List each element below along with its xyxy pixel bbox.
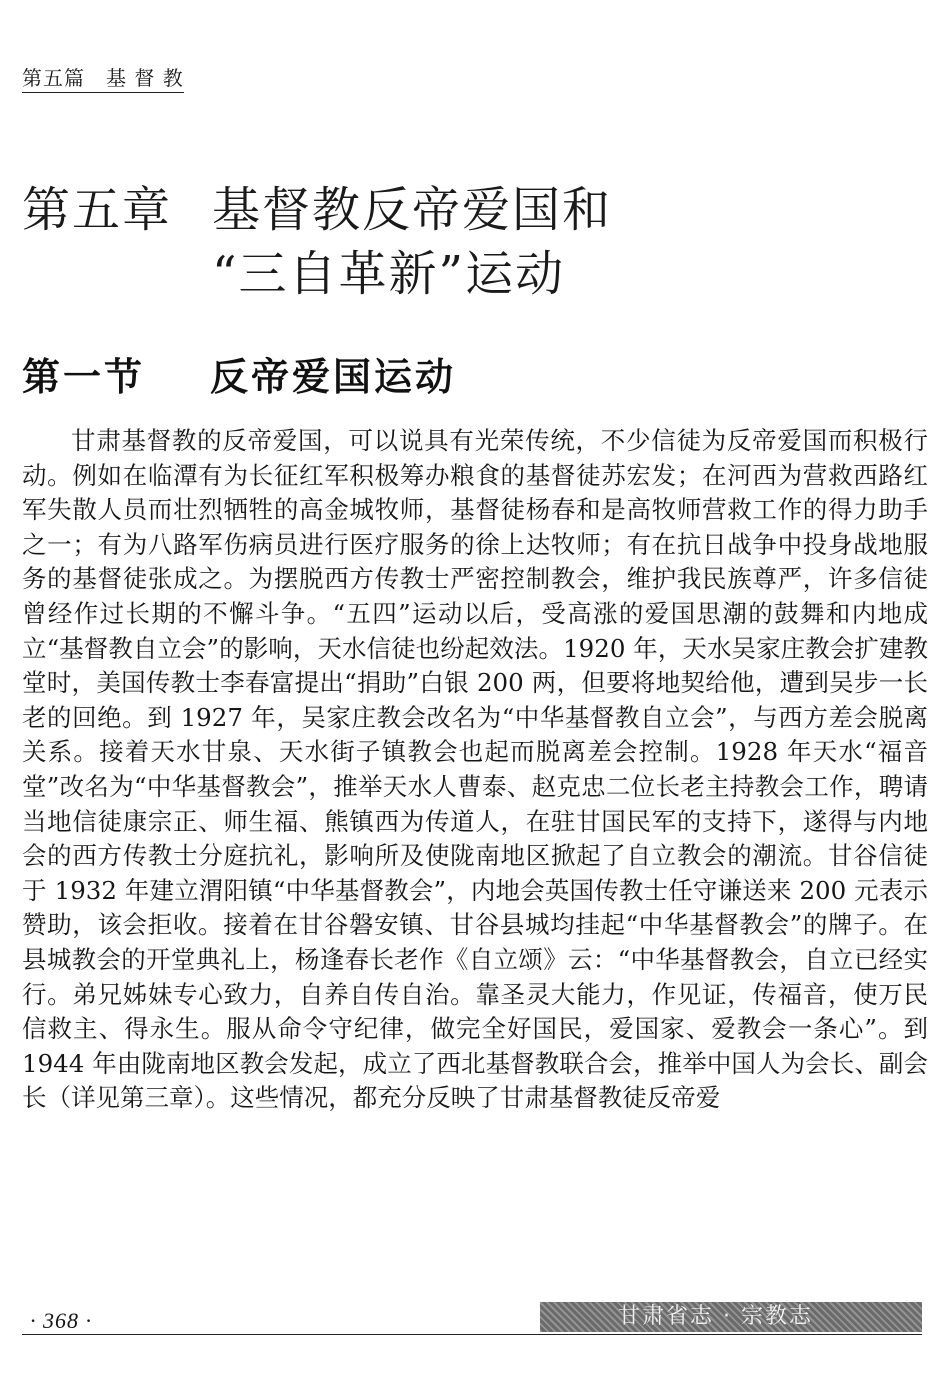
chapter-title-line2: “三自革新”运动 <box>212 246 566 302</box>
body-paragraph: 甘肃基督教的反帝爱国，可以说具有光荣传统，不少信徒为反帝爱国而积极行动。例如在临潭有为长征红军积极筹办粮食的基督徒苏宏发；在河西为营救西路红军失散人员而壮烈牺牲的高金城牧师，基督徒杨春和是高牧师营救工作的得力助手之一；有为八路军伤病员进行医疗服务的徐上达牧师；有在抗日战争中投身战地服务的基督徒张成之。为摆脱西方传教士严密控制教会，维护我民族尊严，许多信徒曾经作过长期的不懈斗争。“五四”运动以后，受高涨的爱国思潮的鼓舞和内地成立“基督教自立会”的影响，天水信徒也纷起效法。1920 年，天水吴家庄教会扩建教堂时，美国传教士李春富提出“捐助”白银 200 两，但要将地契给他，遭到吴步一长老的回绝。到 1927 年，吴家庄教会改名为“中华基督教自立会”，与西方差会脱离关系。接着天水甘泉、天水街子镇教会也起而脱离差会控制。1928 年天水“福音堂”改名为“中华基督教会”，推举天水人曹泰、赵克忠二位长老主持教会工作，聘请当地信徒康宗正、师生福、熊镇西为传道人，在驻甘国民军的支持下，遂得与内地会的西方传教士分庭抗礼，影响所及使陇南地区掀起了自立教会的潮流。甘谷信徒于 1932 年建立渭阳镇“中华基督教会”，内地会英国传教士任守谦送来 200 元表示赞助，该会拒收。接着在甘谷磐安镇、甘谷县城均挂起“中华基督教会”的牌子。在县城教会的开堂典礼上，杨逢春长老作《自立颂》云：“中华基督教会，自立已经实行。弟兄姊妹专心致力，自养自传自治。靠圣灵大能力，作见证，传福音，使万民信救主、得永生。服从命令守纪律，做完全好国民，爱国家、爱教会一条心”。到 1944 年由陇南地区教会发起，成立了西北基督教联合会，推举中国人为会长、副会长（详见第三章）。这些情况，都充分反映了甘肃基督教徒反帝爱 <box>22 426 928 1113</box>
footer-rule <box>22 1334 922 1335</box>
book-title-banner: 甘肃省志 · 宗教志 <box>540 1302 922 1332</box>
chapter-title-line1: 基督教反帝爱国和 <box>212 182 613 238</box>
running-head: 第五篇 基 督 教 <box>22 62 184 93</box>
section-label: 第一节 <box>22 355 146 399</box>
section-heading: 反帝爱国运动 <box>210 355 457 399</box>
page-number: · 368 · <box>30 1308 92 1333</box>
section-title <box>22 346 456 401</box>
chapter-title <box>22 178 612 306</box>
chapter-label: 第五章 <box>22 182 173 238</box>
